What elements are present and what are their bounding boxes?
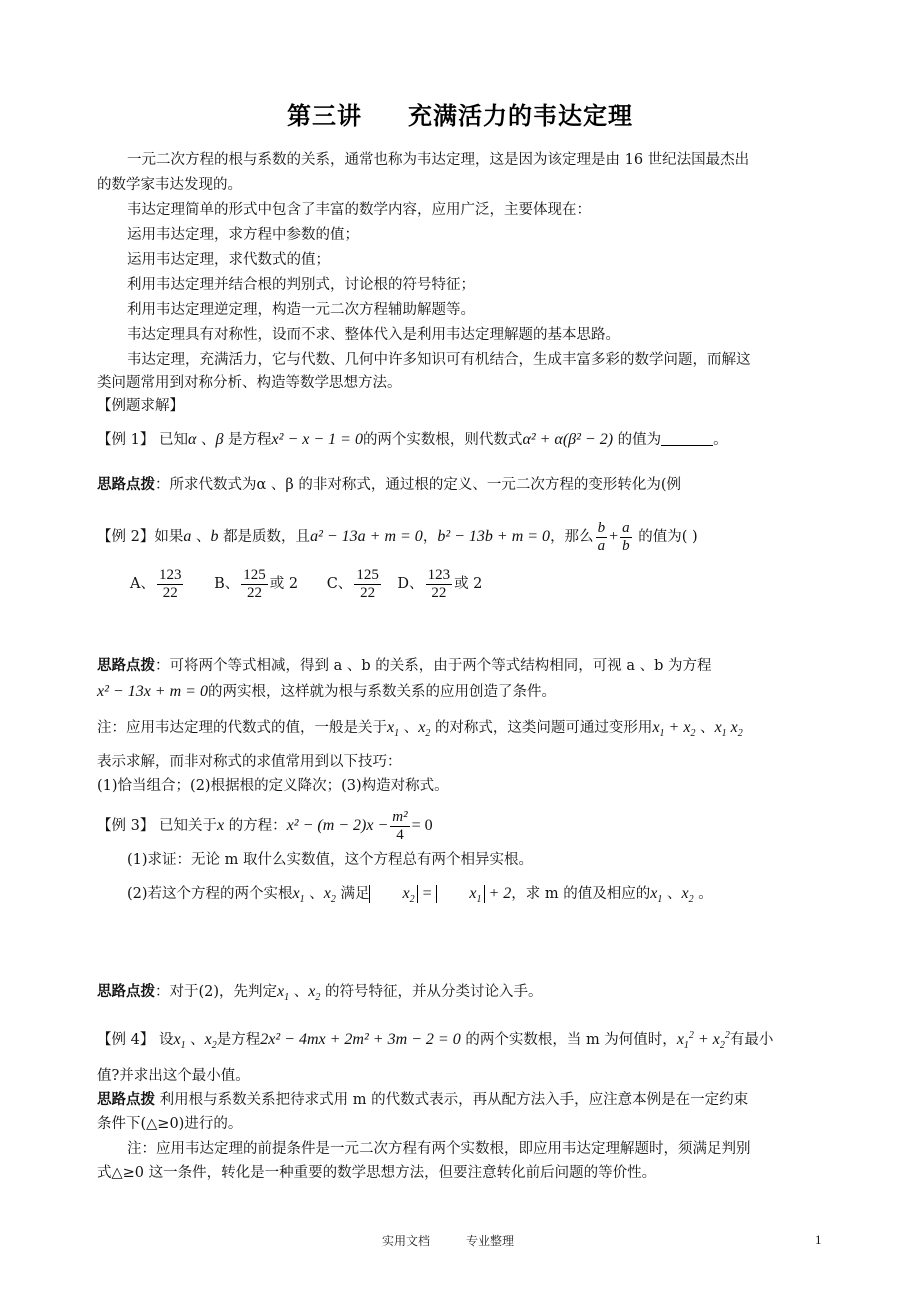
equation: 2x² − 4mx + 2m² + 3m − 2 = 0: [260, 1031, 461, 1048]
note-1-techniques: (1)恰当组合；(2)根据根的定义降次；(3)构造对称式。: [97, 778, 449, 794]
fraction: $\frac{125}{22}$: [356, 566, 379, 601]
fraction: $\frac{125}{22}$: [243, 566, 266, 601]
option-d: D、 $\frac{123}{22}$ 或 2: [397, 566, 483, 601]
intro-paragraph-2: 韦达定理简单的形式中包含了丰富的数学内容，应用广泛，主要体现在：: [127, 202, 591, 218]
fraction: $\frac{a}{b}$: [622, 519, 630, 554]
intro-paragraph-4-cont: 类问题常用到对称分析、构造等数学思想方法。: [97, 375, 402, 391]
fraction: $\frac{b}{a}$: [597, 519, 606, 554]
note-2: 注：应用韦达定理的前提条件是一元二次方程有两个实数根，即应用韦达定理解题时，须满足判别: [127, 1141, 751, 1157]
equation: x² − (m − 2)x −: [286, 817, 389, 834]
intro-paragraph-3: 韦达定理具有对称性，设而不求、整体代入是利用韦达定理解题的基本思路。: [127, 327, 620, 343]
intro-paragraph-1: 一元二次方程的根与系数的关系，通常也称为韦达定理，这是因为该定理是由 16 世纪法国最杰出: [127, 152, 750, 168]
example-3: 【例 3】 已知关于x 的方程：x² − (m − 2)x − $\frac{\text{m²}}{4}$ = 0: [97, 808, 433, 843]
hint-3: 思路点拨：对于(2)，先判定$x_1$ 、$x_2$ 的符号特征，并从分类讨论入手。: [97, 983, 543, 1003]
intro-list-item: 利用韦达定理逆定理，构造一元二次方程辅助解题等。: [127, 302, 475, 318]
hint-2-cont: x² − 13x + m = 0的两实根，这样就为根与系数关系的应用创造了条件。: [97, 683, 556, 700]
option-a: A、 $\frac{123}{22}$: [130, 566, 182, 601]
example-1: 【例 1】 已知α 、β 是方程x² − x − 1 = 0的两个实数根，则代数式α² + α(β² − 2) 的值为 。: [97, 431, 728, 448]
lecture-number: 第三讲: [287, 102, 362, 130]
footer-left: 实用文档: [382, 1234, 431, 1248]
hint-4-cont: 条件下(△≥0)进行的。: [97, 1116, 243, 1132]
example-label: 【例 3】: [97, 818, 155, 834]
page-number: 1: [815, 1232, 822, 1247]
example-label: 【例 2】: [97, 529, 155, 545]
option-b: B、 $\frac{125}{22}$ 或 2: [214, 566, 299, 601]
note-2-cont: 式△≥0 这一条件，转化是一种重要的数学思想方法，但要注意转化前后问题的等价性。: [97, 1165, 657, 1181]
hint-1: 思路点拨：所求代数式为α 、β 的非对称式，通过根的定义、一元二次方程的变形转化为(例: [97, 477, 682, 493]
hint-2: 思路点拨：可将两个等式相减，得到 a 、b 的关系，由于两个等式结构相同，可视 a 、b 为方程: [97, 658, 712, 674]
hint-label: 思路点拨: [97, 984, 155, 1000]
option-c: C、 $\frac{125}{22}$: [326, 566, 379, 601]
equation: x² − x − 1 = 0: [271, 431, 363, 448]
fraction: $\frac{123}{22}$: [427, 566, 451, 601]
example-3-part-2: (2)若这个方程的两个实根$x_1$ 、$x_2$ 满足 $x_2 = x_1 + 2$，求 m 的值及相应的$x_1$ 、$x_2$ 。: [127, 885, 713, 905]
hint-label: 思路点拨: [97, 477, 155, 493]
note-1: 注：应用韦达定理的代数式的值，一般是关于$x_1$ 、$x_2$ 的对称式，这类问题可通过变形用$x_1 + x_2$ 、$x_1$ $x_2$: [97, 719, 743, 739]
intro-paragraph-4: 韦达定理，充满活力，它与代数、几何中许多知识可有机结合，生成丰富多彩的数学问题，而解这: [127, 352, 751, 368]
footer-right: 专业整理: [466, 1234, 515, 1248]
section-heading: 【例题求解】: [97, 398, 184, 414]
equation: a² − 13a + m = 0: [310, 528, 423, 545]
equation: b² − 13b + m = 0: [437, 528, 551, 545]
equation: x² − 13x + m = 0: [97, 683, 208, 700]
page-footer: [382, 1232, 514, 1249]
hint-label: 思路点拨: [97, 658, 155, 674]
intro-list-item: 利用韦达定理并结合根的判别式，讨论根的符号特征；: [127, 277, 475, 293]
example-2: 【例 2】如果a 、b 都是质数，且a² − 13a + m = 0，b² − 13b + m = 0，那么 $\frac{b}{a}$ + $\frac{a}{b}$ 的值为( ): [97, 519, 698, 554]
hint-label: 思路点拨: [97, 1092, 155, 1108]
expression: α² + α(β² − 2): [522, 431, 614, 448]
page-title: [0, 96, 920, 131]
example-label: 【例 4】: [97, 1032, 155, 1048]
lecture-title: 充满活力的韦达定理: [408, 102, 633, 130]
example-2-options: [130, 565, 870, 603]
note-1-cont: 表示求解，而非对称式的求值常用到以下技巧：: [97, 754, 402, 770]
fraction: $\frac{\text{m²}}{4}$: [392, 808, 408, 843]
intro-list-item: 运用韦达定理，求代数式的值；: [127, 252, 330, 268]
example-3-part-1: (1)求证：无论 m 取什么实数值，这个方程总有两个相异实根。: [127, 852, 534, 868]
example-4: 【例 4】 设$x_1$ 、$x_2$是方程2x² − 4mx + 2m² + 3m − 2 = 0 的两个实数根，当 m 为何值时，$x_1^2 + x_2^2$有最小: [97, 1030, 774, 1051]
example-4-cont: 值?并求出这个最小值。: [97, 1068, 250, 1084]
example-label: 【例 1】: [97, 432, 155, 448]
intro-paragraph-1-cont: 的数学家韦达发现的。: [97, 177, 242, 193]
answer-blank: [661, 431, 713, 446]
intro-list-item: 运用韦达定理，求方程中参数的值；: [127, 227, 359, 243]
hint-4: 思路点拨 利用根与系数关系把待求式用 m 的代数式表示，再从配方法入手，应注意本例是在一定约束: [97, 1092, 749, 1108]
fraction: $\frac{123}{22}$: [158, 566, 182, 601]
